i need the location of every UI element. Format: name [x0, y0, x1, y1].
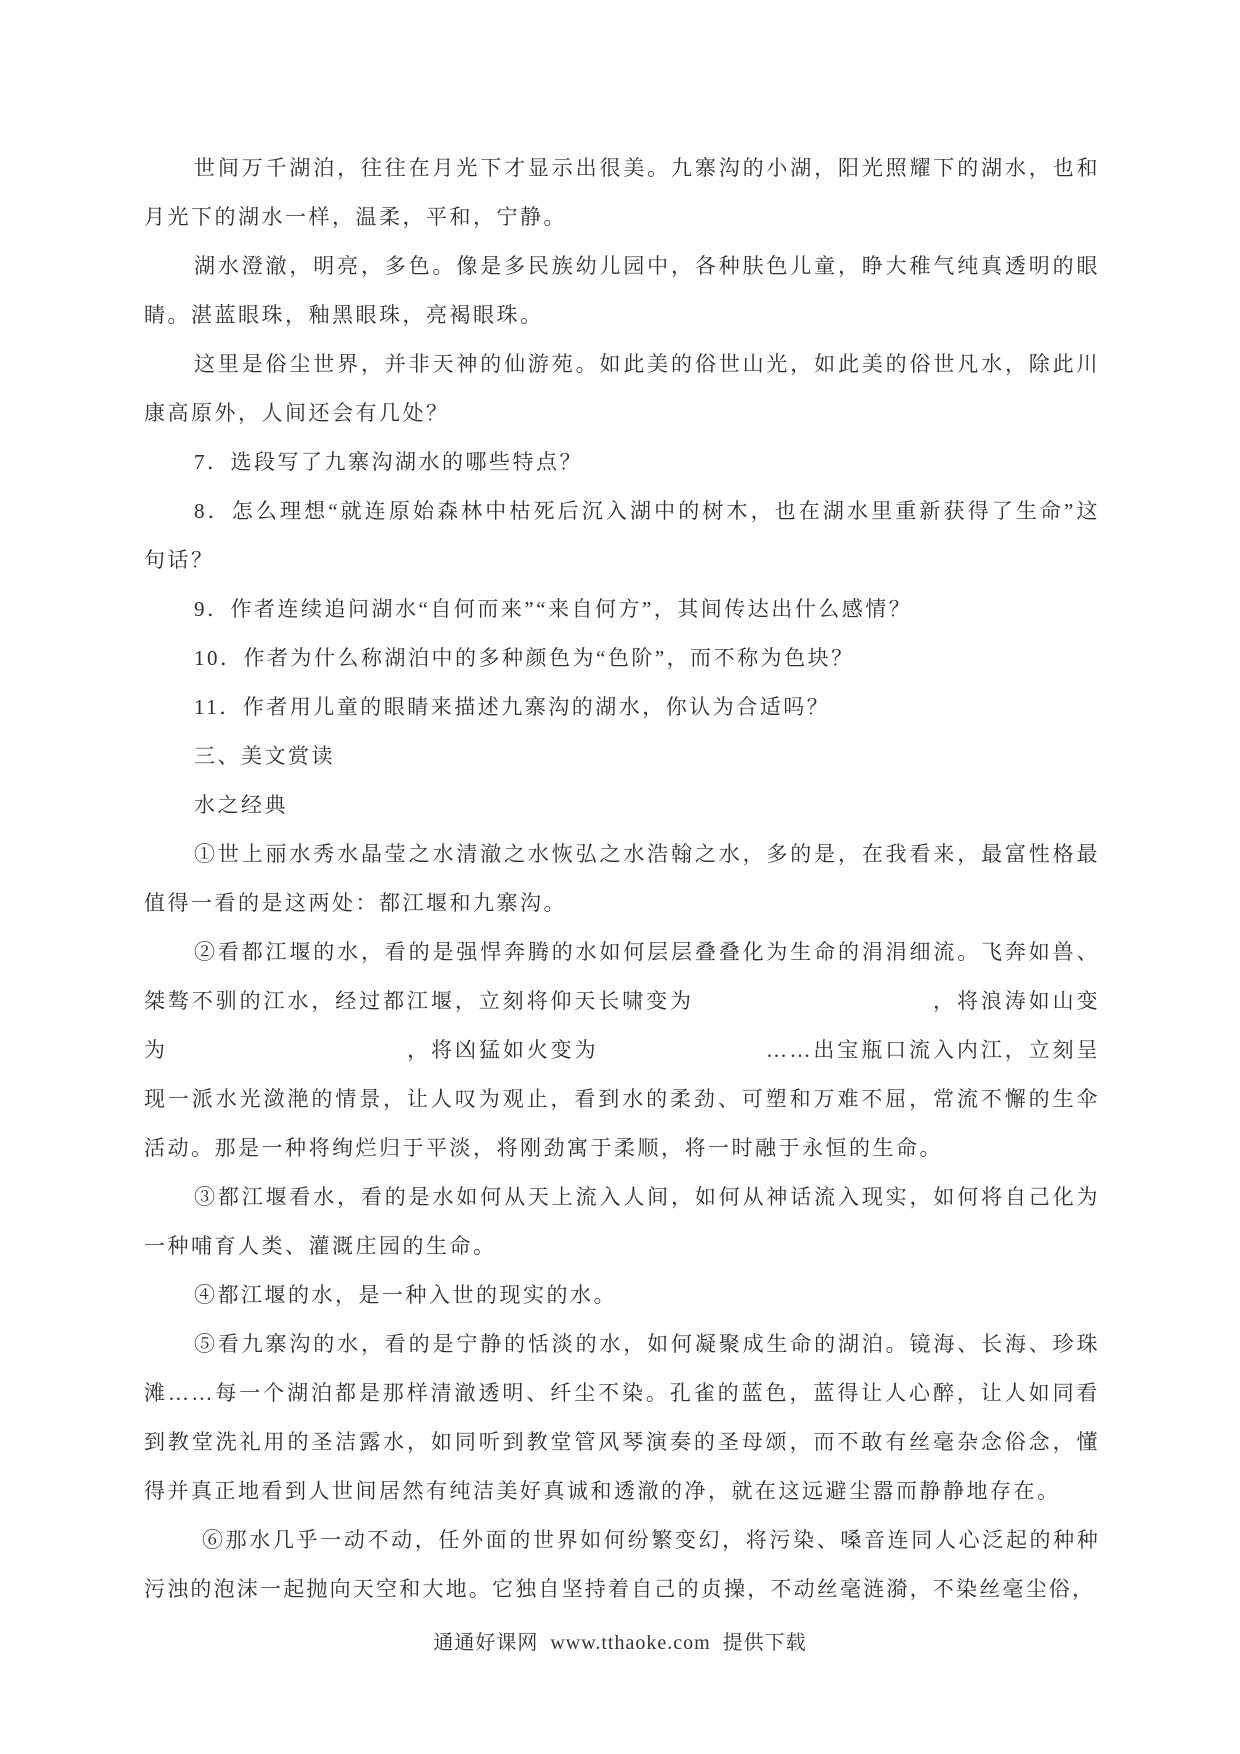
footer-spacer	[711, 1632, 723, 1654]
footer-download-label: 提供下载	[722, 1632, 807, 1654]
body-paragraph: ①世上丽水秀水晶莹之水清澈之水恢弘之水浩翰之水，多的是，在我看来，最富性格最值得一看的是这两处：都江堰和九寨沟。	[144, 842, 1100, 915]
question: 11．作者用儿童的眼睛来描述九寨沟的湖水，你认为合适吗？	[194, 695, 831, 719]
body-paragraph: ②看都江堰的水，看的是强悍奔腾的水如何层层叠叠化为生命的涓涓细流。飞奔如兽、桀骜不驯的江水，经过都江堰，立刻将仰天长啸变为 ，将浪涛如山变为 ，将凶猛如火变为 ……出宝瓶口流入内江，立刻呈现一派水光潋滟的情景，让人叹为观止，看到水的柔劲、可塑和万难不屈，常流不懈的生伞活动。那是一种将绚烂归于平淡，将刚劲寓于柔顺，将一时融于永恒的生命。	[144, 940, 1100, 1160]
body-paragraph: ⑥那水几乎一动不动，任外面的世界如何纷繁变幻，将污染、嗓音连同人心泛起的种种污浊的泡沫一起抛向天空和大地。它独自坚持着自己的贞操，不动丝毫涟漪，不染丝毫尘俗，	[144, 1528, 1100, 1601]
question: 8．怎么理想“就连原始森林中枯死后沉入湖中的树木，也在湖水里重新获得了生命”这句话？	[144, 499, 1100, 572]
body-paragraph: 这里是俗尘世界，并非天神的仙游苑。如此美的俗世山光，如此美的俗世凡水，除此川康高原外，人间还会有几处？	[144, 352, 1100, 425]
page-footer	[0, 1630, 1240, 1656]
section-heading: 三、美文赏读	[194, 744, 335, 768]
document-body	[144, 144, 1100, 1614]
footer-spacer	[538, 1632, 550, 1654]
footer-site-name: 通通好课网	[433, 1632, 539, 1654]
body-paragraph: 湖水澄澈，明亮，多色。像是多民族幼儿园中，各种肤色儿童，睁大稚气纯真透明的眼睛。湛蓝眼珠，釉黑眼珠，亮褐眼珠。	[144, 254, 1100, 327]
body-paragraph: ⑤看九寨沟的水，看的是宁静的恬淡的水，如何凝聚成生命的湖泊。镜海、长海、珍珠滩……每一个湖泊都是那样清澈透明、纤尘不染。孔雀的蓝色，蓝得让人心醉，让人如同看到教堂洗礼用的圣洁露水，如同听到教堂管风琴演奏的圣母颂，而不敢有丝毫杂念俗念，懂得并真正地看到人世间居然有纯洁美好真诚和透澈的净，就在这远避尘嚣而静静地存在。	[144, 1332, 1100, 1503]
essay-title: 水之经典	[194, 793, 288, 817]
question: 7．选段写了九寨沟湖水的哪些特点？	[194, 450, 583, 474]
question: 10．作者为什么称湖泊中的多种颜色为“色阶”，而不称为色块？	[194, 646, 855, 670]
body-paragraph: 世间万千湖泊，往往在月光下才显示出很美。九寨沟的小湖，阳光照耀下的湖水，也和月光下的湖水一样，温柔，平和，宁静。	[144, 156, 1100, 229]
body-paragraph: ④都江堰的水，是一种入世的现实的水。	[194, 1283, 617, 1307]
footer-url: www.tthaoke.com	[550, 1632, 711, 1654]
question: 9．作者连续追问湖水“自何而来”“来自何方”，其间传达出什么感情？	[194, 597, 913, 621]
body-paragraph: ③都江堰看水，看的是水如何从天上流入人间，如何从神话流入现实，如何将自己化为一种哺育人类、灌溉庄园的生命。	[144, 1185, 1100, 1258]
